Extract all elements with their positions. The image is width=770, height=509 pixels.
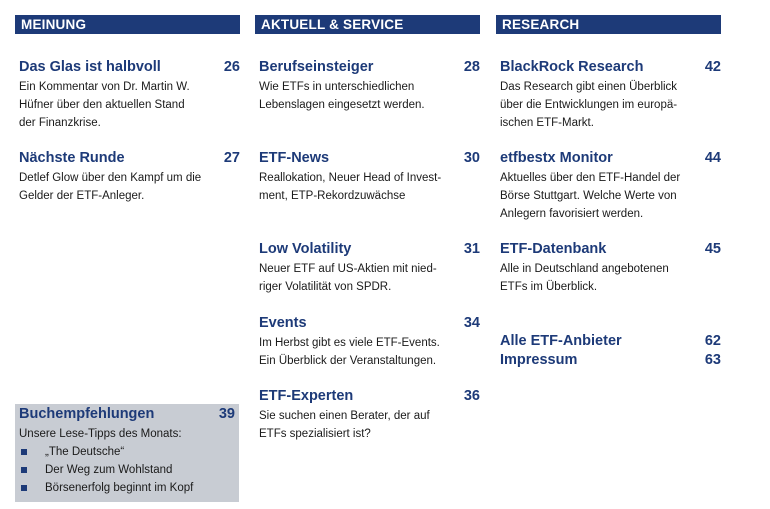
- description-line: Aktuelles über den ETF-Handel der: [500, 172, 681, 184]
- toc-entry-etf-experten[interactable]: [259, 388, 480, 443]
- description-line: Anlegern favorisiert werden.: [500, 208, 644, 220]
- toc-entry-das-glas-ist-halbvoll[interactable]: [19, 59, 240, 132]
- toc-entry-etfbestx-monitor[interactable]: [500, 150, 721, 223]
- column-meinung: [15, 15, 240, 202]
- entry-title[interactable]: ETF-Datenbank: [500, 241, 607, 257]
- entry-title[interactable]: Events: [259, 315, 307, 331]
- entry-title[interactable]: ETF-Experten: [259, 388, 354, 404]
- entry-page-number[interactable]: 34: [463, 315, 480, 331]
- entry-page-number[interactable]: 28: [463, 59, 480, 75]
- entry-title[interactable]: Berufseinsteiger: [259, 59, 374, 75]
- entry-title[interactable]: ETF-News: [259, 150, 330, 166]
- description-line: Wie ETFs in unterschiedlichen: [259, 81, 415, 93]
- description-line: Gelder der ETF-Anleger.: [19, 190, 145, 202]
- entry-description: [500, 260, 721, 296]
- entry-title[interactable]: Alle ETF-Anbieter: [500, 333, 622, 349]
- column-aktuell-service: [255, 15, 480, 440]
- description-line: Detlef Glow über den Kampf um die: [19, 172, 202, 184]
- description-line: Reallokation, Neuer Head of Invest-: [259, 172, 442, 184]
- description-line: der Finanzkrise.: [19, 117, 101, 129]
- toc-entry-etf-news[interactable]: [259, 150, 480, 205]
- column-research: [496, 15, 721, 368]
- entry-description: [259, 260, 480, 296]
- entry-page-number[interactable]: 62: [704, 333, 721, 349]
- entry-page-number[interactable]: 26: [223, 59, 240, 75]
- entry-page-number[interactable]: 45: [704, 241, 721, 257]
- entry-description: [19, 425, 235, 443]
- book-title: „The Deutsche“: [45, 446, 125, 458]
- entry-page-number[interactable]: 44: [704, 150, 721, 166]
- description-line: ment, ETP-Rekordzuwächse: [259, 190, 406, 202]
- section-header-research: RESEARCH: [496, 15, 721, 34]
- list-item: [19, 479, 235, 497]
- toc-entry-naechste-runde[interactable]: [19, 150, 240, 205]
- description-line: über die Entwicklungen im europä-: [500, 99, 678, 111]
- description-line: Das Research gibt einen Überblick: [500, 81, 678, 93]
- description-line: Neuer ETF auf US-Aktien mit nied-: [259, 263, 437, 275]
- toc-entry-alle-etf-anbieter[interactable]: [500, 333, 721, 351]
- entry-title[interactable]: Impressum: [500, 352, 578, 368]
- entry-description: [259, 78, 480, 114]
- entry-title[interactable]: etfbestx Monitor: [500, 150, 613, 166]
- square-bullet-icon: [21, 485, 27, 491]
- entry-description: [500, 78, 721, 132]
- description-line: Im Herbst gibt es viele ETF-Events.: [259, 337, 440, 349]
- book-intro: Unsere Lese-Tipps des Monats:: [19, 428, 182, 440]
- entry-description: [259, 407, 480, 443]
- entry-title[interactable]: Low Volatility: [259, 241, 352, 257]
- entry-title[interactable]: Nächste Runde: [19, 150, 125, 166]
- entry-description: [259, 334, 480, 370]
- entry-page-number[interactable]: 39: [218, 406, 235, 422]
- square-bullet-icon: [21, 467, 27, 473]
- entry-description: [500, 169, 721, 223]
- entry-description: [259, 169, 480, 205]
- description-line: Lebenslagen eingesetzt werden.: [259, 99, 425, 111]
- entry-title[interactable]: Buchempfehlungen: [19, 406, 155, 422]
- entry-page-number[interactable]: 36: [463, 388, 480, 404]
- book-title: Der Weg zum Wohlstand: [45, 464, 173, 476]
- toc-entry-buchempfehlungen[interactable]: [19, 406, 235, 497]
- entry-page-number[interactable]: 63: [704, 352, 721, 368]
- square-bullet-icon: [21, 449, 27, 455]
- entry-description: [19, 78, 240, 132]
- description-line: Börse Stuttgart. Welche Werte von: [500, 190, 677, 202]
- description-line: ETFs spezialisiert ist?: [259, 428, 371, 440]
- entry-page-number[interactable]: 31: [463, 241, 480, 257]
- description-line: Alle in Deutschland angebotenen: [500, 263, 669, 275]
- description-line: riger Volatilität von SPDR.: [259, 281, 392, 293]
- toc-entry-impressum[interactable]: [500, 352, 721, 370]
- toc-entry-low-volatility[interactable]: [259, 241, 480, 296]
- section-header-aktuell-service: AKTUELL & SERVICE: [255, 15, 480, 34]
- entry-description: [19, 169, 240, 205]
- entry-title[interactable]: Das Glas ist halbvoll: [19, 59, 161, 75]
- description-line: ischen ETF-Markt.: [500, 117, 594, 129]
- toc-entry-events[interactable]: [259, 315, 480, 370]
- toc-entry-etf-datenbank[interactable]: [500, 241, 721, 296]
- toc-entry-berufseinsteiger[interactable]: [259, 59, 480, 114]
- book-recommendations-box: [15, 404, 239, 502]
- toc-entry-blackrock-research[interactable]: [500, 59, 721, 132]
- entry-page-number[interactable]: 30: [463, 150, 480, 166]
- description-line: Sie suchen einen Berater, der auf: [259, 410, 430, 422]
- entry-page-number[interactable]: 27: [223, 150, 240, 166]
- book-list: [19, 443, 235, 497]
- description-line: Hüfner über den aktuellen Stand: [19, 99, 185, 111]
- book-title: Börsenerfolg beginnt im Kopf: [45, 482, 194, 494]
- list-item: [19, 461, 235, 479]
- description-line: Ein Kommentar von Dr. Martin W.: [19, 81, 190, 93]
- section-header-meinung: MEINUNG: [15, 15, 240, 34]
- description-line: ETFs im Überblick.: [500, 281, 598, 293]
- entry-page-number[interactable]: 42: [704, 59, 721, 75]
- entry-title[interactable]: BlackRock Research: [500, 59, 644, 75]
- description-line: Ein Überblick der Veranstaltungen.: [259, 355, 437, 367]
- list-item: [19, 443, 235, 461]
